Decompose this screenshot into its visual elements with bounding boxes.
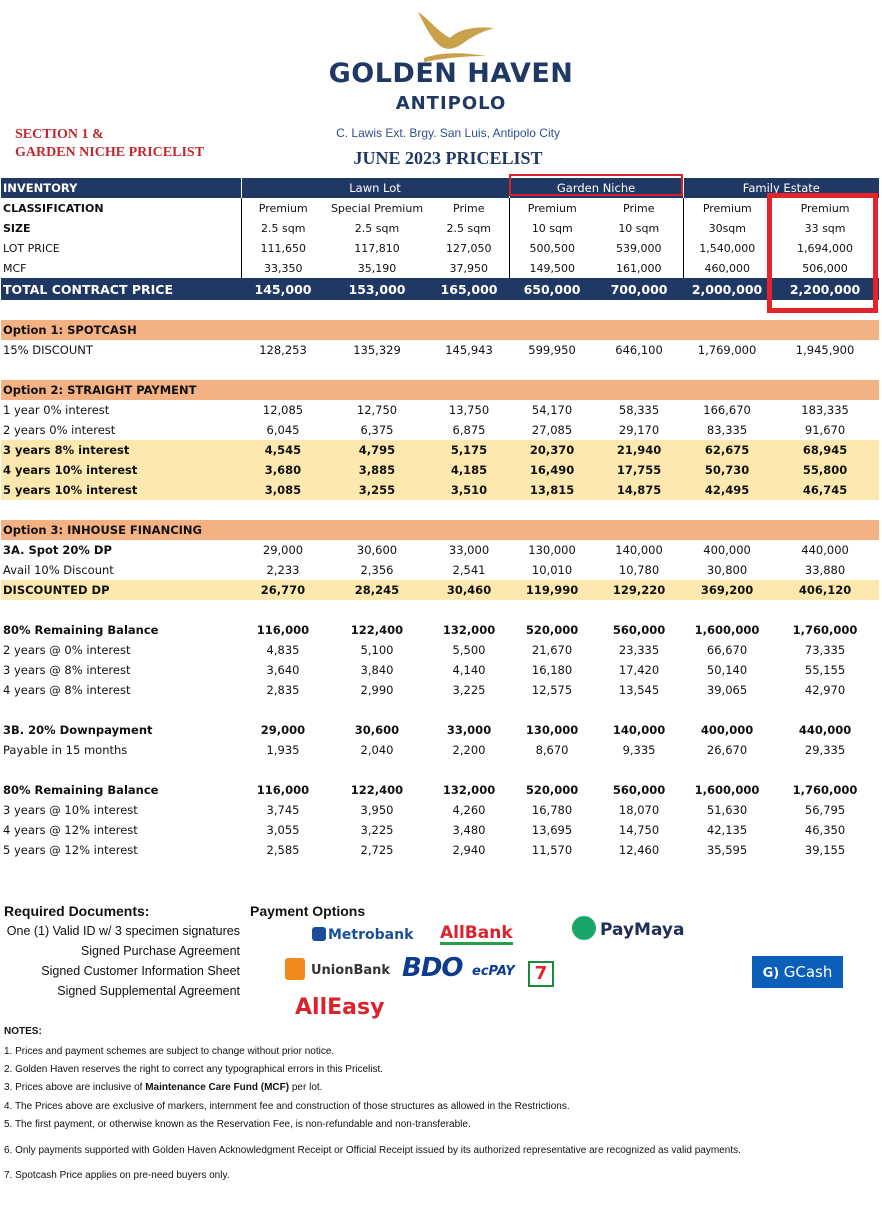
note-item: 6. Only payments supported with Golden Haven Acknowledgment Receipt or Official Receipt issued by its authorized representative are recognized as valid payments. xyxy=(4,1145,741,1156)
cell: 2,040 xyxy=(360,743,394,757)
note-item xyxy=(4,1082,322,1093)
option-title: Option 2: STRAIGHT PAYMENT xyxy=(1,380,879,400)
cell: 3,085 xyxy=(241,480,325,500)
note-item: 2. Golden Haven reserves the right to correct any typographical errors in this Pricelist. xyxy=(4,1064,384,1075)
row-label: 3A. Spot 20% DP xyxy=(3,543,112,557)
table-row xyxy=(1,340,879,360)
cell: 3,745 xyxy=(266,803,300,817)
payment-options-title: Payment Options xyxy=(250,903,366,919)
table-row xyxy=(1,820,879,840)
brand-location: ANTIPOLO xyxy=(395,93,507,114)
cell: 16,490 xyxy=(509,460,595,480)
cell: 30,460 xyxy=(429,580,509,600)
cell: 16,180 xyxy=(531,663,573,677)
cell: 560,000 xyxy=(612,623,666,637)
pricelist-table xyxy=(1,178,879,860)
cell: 128,253 xyxy=(259,343,307,357)
cell: 2,725 xyxy=(360,843,394,857)
table-row xyxy=(1,800,879,820)
cell: 10 sqm xyxy=(618,221,660,235)
cell: 400,000 xyxy=(700,723,754,737)
cell: 506,000 xyxy=(802,261,848,275)
cell: 23,335 xyxy=(618,643,660,657)
note-item: 5. The first payment, or otherwise known as the Reservation Fee, is non-refundable and non-transferable. xyxy=(4,1119,471,1130)
required-documents-title: Required Documents: xyxy=(4,903,150,919)
paymaya-label: PayMaya xyxy=(600,920,685,940)
cell: 145,943 xyxy=(445,343,493,357)
cell: 21,940 xyxy=(595,440,683,460)
cell: 117,810 xyxy=(354,241,400,255)
cell: 12,085 xyxy=(262,403,304,417)
cell: 5,175 xyxy=(429,440,509,460)
cell: 83,335 xyxy=(706,423,748,437)
cell: 116,000 xyxy=(256,623,310,637)
option-title: Option 1: SPOTCASH xyxy=(1,320,879,340)
group-lawn-lot: Lawn Lot xyxy=(241,178,509,198)
cell: Premium xyxy=(241,198,325,218)
row-label: 15% DISCOUNT xyxy=(3,343,93,357)
cell: 2,835 xyxy=(266,683,300,697)
cell: 400,000 xyxy=(703,543,751,557)
cell: 1,540,000 xyxy=(683,238,771,258)
cell: 1,760,000 xyxy=(792,783,858,797)
cell: 13,750 xyxy=(448,403,490,417)
garden-niche-highlight-box xyxy=(509,174,683,196)
table-row xyxy=(1,460,879,480)
cell: 119,990 xyxy=(509,580,595,600)
note-text: 3. Prices above are inclusive of xyxy=(4,1082,146,1093)
required-document-item: Signed Customer Information Sheet xyxy=(41,964,240,978)
cell: 8,670 xyxy=(535,743,569,757)
required-document-item: One (1) Valid ID w/ 3 specimen signatures xyxy=(6,924,240,938)
row-label: TOTAL CONTRACT PRICE xyxy=(1,278,241,300)
cell: 51,630 xyxy=(706,803,748,817)
cell: 161,000 xyxy=(616,261,662,275)
cell: 33,350 xyxy=(241,258,325,278)
section-title-line2: GARDEN NICHE PRICELIST xyxy=(15,145,205,160)
paymaya-icon xyxy=(572,916,596,940)
cell: 5,500 xyxy=(452,643,486,657)
row-label: 4 years 10% interest xyxy=(1,460,241,480)
cell: Prime xyxy=(453,201,485,215)
row-label: Avail 10% Discount xyxy=(3,563,114,577)
table-row xyxy=(1,840,879,860)
cell: 30,600 xyxy=(356,543,398,557)
total-contract-price-row xyxy=(1,278,879,300)
table-row xyxy=(1,720,879,740)
row-label: 80% Remaining Balance xyxy=(3,623,159,637)
cell: 460,000 xyxy=(683,258,771,278)
cell: 3,225 xyxy=(360,823,394,837)
paymaya-logo xyxy=(572,916,684,940)
cell: 130,000 xyxy=(528,543,576,557)
cell: 122,400 xyxy=(350,783,404,797)
cell: 4,260 xyxy=(452,803,486,817)
cell: 1,945,900 xyxy=(795,343,855,357)
cell: 39,065 xyxy=(706,683,748,697)
cell: 560,000 xyxy=(612,783,666,797)
cell: 166,670 xyxy=(703,403,751,417)
cell: 2,000,000 xyxy=(683,278,771,300)
row-label: 4 years @ 12% interest xyxy=(3,823,138,837)
option-title: Option 3: INHOUSE FINANCING xyxy=(1,520,879,540)
table-row xyxy=(1,420,879,440)
inventory-header-row xyxy=(1,178,879,198)
cell: 26,770 xyxy=(241,580,325,600)
cell: 140,000 xyxy=(612,723,666,737)
cell: 35,190 xyxy=(357,261,397,275)
cell: 2,990 xyxy=(360,683,394,697)
bdo-logo: BDO xyxy=(402,953,463,983)
cell: 3,950 xyxy=(360,803,394,817)
row-label: 3 years 8% interest xyxy=(1,440,241,460)
cell: 140,000 xyxy=(615,543,663,557)
table-row xyxy=(1,440,879,460)
cell: 27,085 xyxy=(531,423,573,437)
notes-title: NOTES: xyxy=(4,1026,42,1037)
row-label: 5 years 10% interest xyxy=(1,480,241,500)
cell: 1,600,000 xyxy=(694,783,760,797)
cell: 1,694,000 xyxy=(797,241,854,255)
required-document-item: Signed Supplemental Agreement xyxy=(57,984,240,998)
cell: 55,800 xyxy=(771,460,879,480)
cell: 42,970 xyxy=(804,683,846,697)
cell: 2.5 sqm xyxy=(446,221,491,235)
cell: 26,670 xyxy=(706,743,748,757)
cell: 700,000 xyxy=(595,278,683,300)
cell: 46,350 xyxy=(804,823,846,837)
cell: 165,000 xyxy=(429,278,509,300)
cell: 4,795 xyxy=(325,440,429,460)
note-item: 4. The Prices above are exclusive of markers, internment fee and construction of those structures as allowed in the Restrictions. xyxy=(4,1101,570,1112)
cell: 3,255 xyxy=(325,480,429,500)
cell: 37,950 xyxy=(449,261,489,275)
cell: 17,420 xyxy=(618,663,660,677)
row-label: LOT PRICE xyxy=(3,241,60,255)
cell: 2,233 xyxy=(266,563,300,577)
cell: 91,670 xyxy=(804,423,846,437)
cell: 1,760,000 xyxy=(792,623,858,637)
cell: 183,335 xyxy=(801,403,849,417)
group-family-estate: Family Estate xyxy=(683,178,879,198)
cell: Premium xyxy=(800,201,850,215)
cell: 369,200 xyxy=(683,580,771,600)
cell: 5,100 xyxy=(360,643,394,657)
cell: 520,000 xyxy=(525,783,579,797)
cell: 4,835 xyxy=(266,643,300,657)
cell: 35,595 xyxy=(706,843,748,857)
ecpay-logo: ecPAY xyxy=(472,964,515,979)
cell: 406,120 xyxy=(771,580,879,600)
option-1-header xyxy=(1,320,879,340)
cell: 3,510 xyxy=(429,480,509,500)
cell: 2,356 xyxy=(360,563,394,577)
cell: 4,545 xyxy=(241,440,325,460)
cell: 2,940 xyxy=(452,843,486,857)
metrobank-icon xyxy=(312,927,326,941)
cell: 6,875 xyxy=(452,423,486,437)
cell: 2.5 sqm xyxy=(241,218,325,238)
cell: 33,000 xyxy=(446,723,492,737)
cell: 650,000 xyxy=(509,278,595,300)
cell: 73,335 xyxy=(804,643,846,657)
cell: 14,875 xyxy=(595,480,683,500)
note-text: per lot. xyxy=(289,1082,323,1093)
table-row xyxy=(1,480,879,500)
cell: 135,329 xyxy=(353,343,401,357)
family-estate-premium-highlight-box xyxy=(767,193,878,313)
cell: 145,000 xyxy=(241,278,325,300)
cell: 127,050 xyxy=(446,241,492,255)
pricelist-title: JUNE 2023 PRICELIST xyxy=(353,148,543,168)
cell: 130,000 xyxy=(525,723,579,737)
cell: 33 sqm xyxy=(804,221,846,235)
table-row xyxy=(1,560,879,580)
table-row xyxy=(1,660,879,680)
allbank-logo: AllBank xyxy=(440,923,513,943)
cell: 18,070 xyxy=(618,803,660,817)
unionbank-logo xyxy=(285,958,390,980)
row-label: DISCOUNTED DP xyxy=(1,580,241,600)
cell: 12,575 xyxy=(531,683,573,697)
gcash-label: GCash xyxy=(783,963,833,981)
cell: 132,000 xyxy=(442,623,496,637)
table-row xyxy=(1,680,879,700)
cell: 3,640 xyxy=(266,663,300,677)
cell: 3,225 xyxy=(452,683,486,697)
cell: 30,800 xyxy=(706,563,748,577)
cell: 1,935 xyxy=(266,743,300,757)
cell: 50,140 xyxy=(706,663,748,677)
cell: 4,140 xyxy=(452,663,486,677)
cell: 13,545 xyxy=(618,683,660,697)
cell: 29,000 xyxy=(260,723,306,737)
cell: 6,045 xyxy=(266,423,300,437)
cell: 646,100 xyxy=(615,343,663,357)
row-label: 4 years @ 8% interest xyxy=(3,683,131,697)
cell: 2,585 xyxy=(266,843,300,857)
cell: 13,815 xyxy=(509,480,595,500)
cell: 3,680 xyxy=(241,460,325,480)
mcf-row xyxy=(1,258,879,278)
cell: 9,335 xyxy=(622,743,656,757)
cell: 116,000 xyxy=(256,783,310,797)
row-label: SIZE xyxy=(3,221,31,235)
table-row xyxy=(1,400,879,420)
cell: 14,750 xyxy=(618,823,660,837)
option-2-header xyxy=(1,380,879,400)
cell: 6,375 xyxy=(360,423,394,437)
gcash-icon: G) xyxy=(762,966,780,981)
row-label: 2 years @ 0% interest xyxy=(3,643,131,657)
cell: 153,000 xyxy=(325,278,429,300)
row-label: 3B. 20% Downpayment xyxy=(3,723,153,737)
cell: 55,155 xyxy=(804,663,846,677)
cell: 10 sqm xyxy=(509,218,595,238)
cell: 2,200 xyxy=(452,743,486,757)
cell: 539,000 xyxy=(616,241,662,255)
table-row xyxy=(1,740,879,760)
section-title xyxy=(15,126,204,162)
metrobank-logo xyxy=(312,926,413,944)
cell: 1,769,000 xyxy=(697,343,757,357)
cell: 440,000 xyxy=(798,723,852,737)
cell: 10,010 xyxy=(531,563,573,577)
table-row xyxy=(1,640,879,660)
cell: 62,675 xyxy=(683,440,771,460)
cell: 500,500 xyxy=(509,238,595,258)
gcash-logo xyxy=(752,956,843,988)
required-document-item: Signed Purchase Agreement xyxy=(80,944,240,958)
cell: 11,570 xyxy=(531,843,573,857)
cell: 42,495 xyxy=(683,480,771,500)
cell: 29,000 xyxy=(262,543,304,557)
cell: 30sqm xyxy=(683,218,771,238)
cell: 1,600,000 xyxy=(694,623,760,637)
cell: 30,600 xyxy=(354,723,400,737)
table-row xyxy=(1,580,879,600)
address: C. Lawis Ext. Brgy. San Luis, Antipolo City xyxy=(336,126,560,140)
note-item: 7. Spotcash Price applies on pre-need buyers only. xyxy=(4,1170,230,1181)
row-label: MCF xyxy=(3,261,27,275)
table-row xyxy=(1,540,879,560)
row-label: 5 years @ 12% interest xyxy=(3,843,138,857)
classification-row xyxy=(1,198,879,218)
cell: 21,670 xyxy=(531,643,573,657)
row-label: 1 year 0% interest xyxy=(3,403,110,417)
cell: 10,780 xyxy=(618,563,660,577)
cell: 29,170 xyxy=(618,423,660,437)
alleasy-logo: AllEasy xyxy=(295,995,385,1020)
cell: 46,745 xyxy=(771,480,879,500)
note-emphasis: Maintenance Care Fund (MCF) xyxy=(145,1082,290,1093)
cell: 13,695 xyxy=(531,823,573,837)
cell: 54,170 xyxy=(531,403,573,417)
cell: 149,500 xyxy=(509,258,595,278)
cell: 3,480 xyxy=(452,823,486,837)
cell: 66,670 xyxy=(706,643,748,657)
row-label: CLASSIFICATION xyxy=(3,201,104,215)
cell: 12,460 xyxy=(618,843,660,857)
inventory-label: INVENTORY xyxy=(1,178,241,198)
cell: Special Premium xyxy=(330,201,424,215)
row-label: 2 years 0% interest xyxy=(3,423,116,437)
row-label: 3 years @ 10% interest xyxy=(3,803,138,817)
cell: 2,200,000 xyxy=(771,278,879,300)
row-label: 80% Remaining Balance xyxy=(3,783,159,797)
cell: 2,541 xyxy=(452,563,486,577)
cell: 39,155 xyxy=(804,843,846,857)
cell: Premium xyxy=(683,198,771,218)
table-row xyxy=(1,780,879,800)
cell: 4,185 xyxy=(429,460,509,480)
metrobank-label: Metrobank xyxy=(328,927,414,943)
cell: 20,370 xyxy=(509,440,595,460)
section-title-line1: SECTION 1 & xyxy=(15,127,104,142)
cell: 520,000 xyxy=(525,623,579,637)
cell: 33,880 xyxy=(804,563,846,577)
cell: 111,650 xyxy=(241,238,325,258)
cell: 599,950 xyxy=(528,343,576,357)
cell: 50,730 xyxy=(683,460,771,480)
cell: 129,220 xyxy=(595,580,683,600)
lot-price-row xyxy=(1,238,879,258)
cell: 42,135 xyxy=(706,823,748,837)
cell: 12,750 xyxy=(356,403,398,417)
cell: 122,400 xyxy=(350,623,404,637)
brand-name: GOLDEN HAVEN xyxy=(328,58,574,89)
cell: 440,000 xyxy=(801,543,849,557)
cell: 58,335 xyxy=(618,403,660,417)
cell: 2.5 sqm xyxy=(354,221,400,235)
cell: 3,885 xyxy=(325,460,429,480)
group-garden-niche: Garden Niche xyxy=(509,178,683,198)
cell: 33,000 xyxy=(448,543,490,557)
cell: Premium xyxy=(509,198,595,218)
unionbank-icon xyxy=(285,958,305,980)
cell: 17,755 xyxy=(595,460,683,480)
cell: 132,000 xyxy=(442,783,496,797)
cell: 68,945 xyxy=(771,440,879,460)
unionbank-label: UnionBank xyxy=(311,963,391,978)
cell: 29,335 xyxy=(804,743,846,757)
seven-eleven-logo: 7 xyxy=(528,961,554,987)
size-row xyxy=(1,218,879,238)
option-3-header xyxy=(1,520,879,540)
cell: 3,840 xyxy=(360,663,394,677)
note-item: 1. Prices and payment schemes are subject to change without prior notice. xyxy=(4,1046,335,1057)
cell: 16,780 xyxy=(531,803,573,817)
cell: 3,055 xyxy=(266,823,300,837)
cell: Prime xyxy=(623,201,655,215)
table-row xyxy=(1,620,879,640)
cell: 56,795 xyxy=(804,803,846,817)
row-label: Payable in 15 months xyxy=(3,743,128,757)
cell: 28,245 xyxy=(325,580,429,600)
row-label: 3 years @ 8% interest xyxy=(3,663,131,677)
